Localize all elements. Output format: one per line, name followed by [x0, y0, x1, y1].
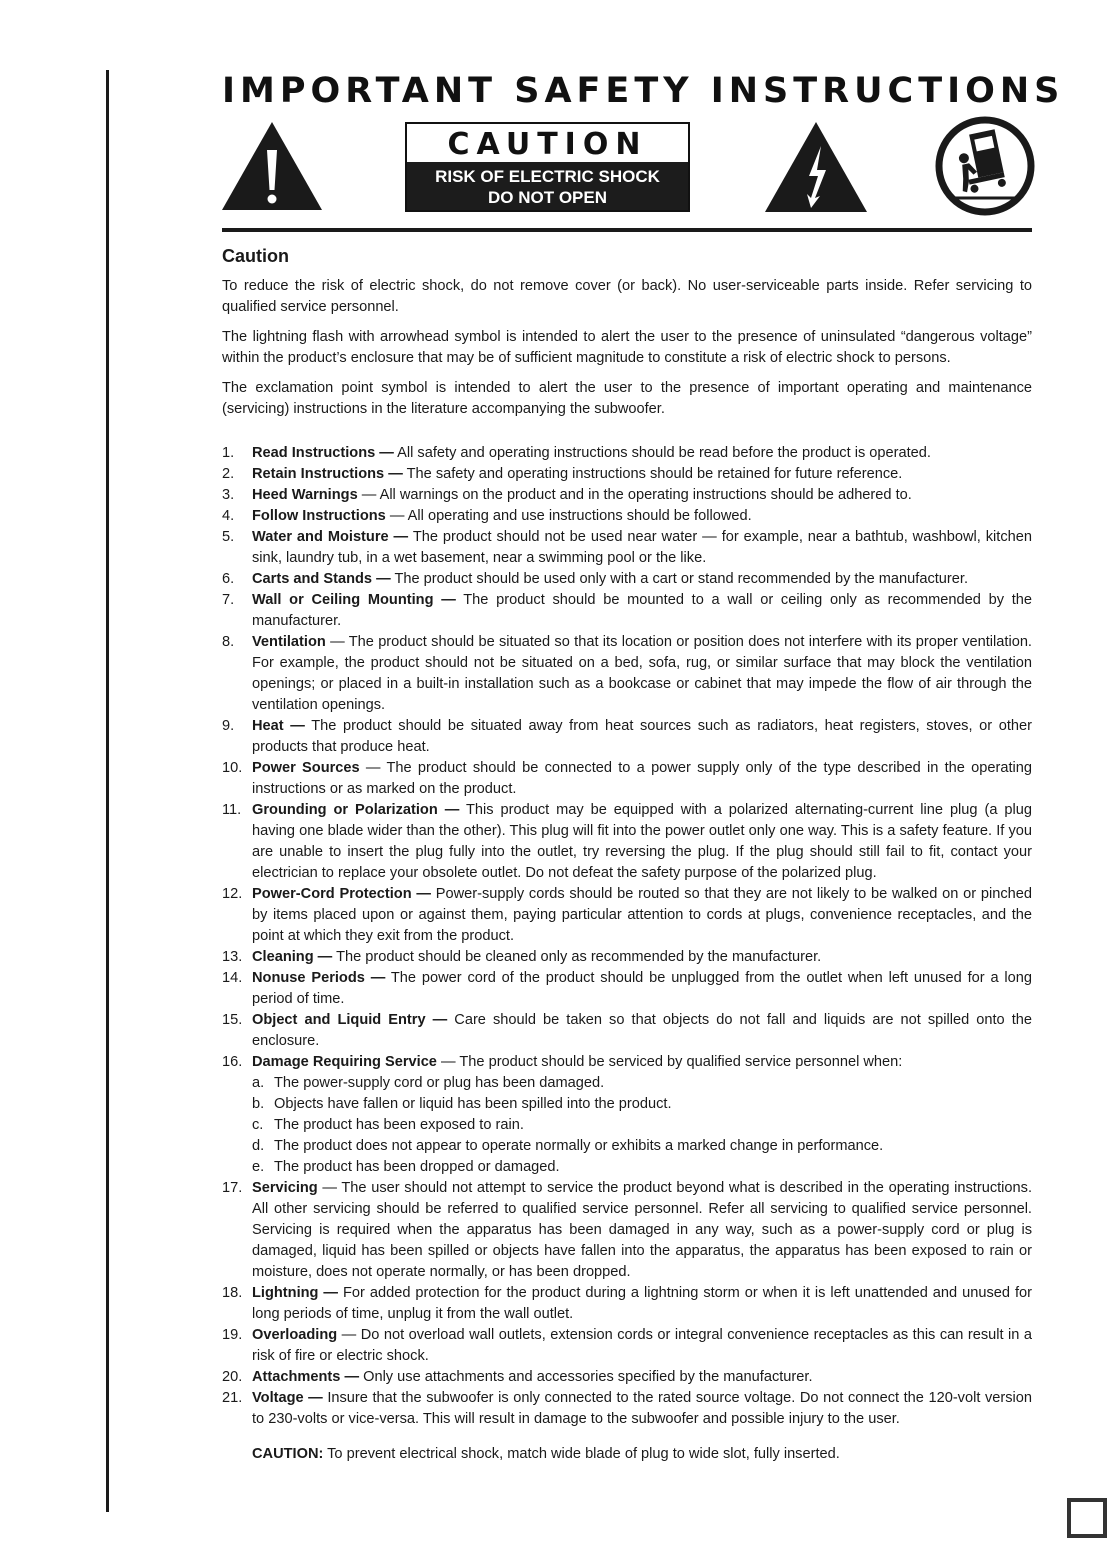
instruction-item — [222, 968, 1032, 1010]
instruction-item — [222, 485, 1032, 506]
instruction-number: 6. — [222, 571, 235, 587]
instruction-number: 5. — [222, 529, 235, 545]
instruction-item — [222, 1010, 1032, 1052]
instruction-text: The safety and operating instructions should be retained for future reference. — [402, 466, 903, 482]
instruction-title: Servicing — [252, 1180, 318, 1196]
caution-heading: Caution — [222, 246, 289, 266]
damage-condition-item — [252, 1115, 1032, 1136]
instruction-item — [222, 1052, 1032, 1178]
instruction-text: All safety and operating instructions should be read before the product is operated. — [393, 445, 931, 461]
instruction-title: Lightning — — [252, 1285, 339, 1301]
damage-conditions-list — [252, 1073, 1032, 1178]
instruction-number: 12. — [222, 886, 243, 902]
instruction-item — [222, 1367, 1032, 1388]
instruction-item — [222, 1388, 1032, 1430]
condition-letter: a. — [252, 1075, 265, 1091]
instruction-item — [222, 884, 1032, 947]
exclamation-triangle-icon — [220, 120, 324, 212]
instruction-title: Heat — — [252, 718, 305, 734]
instruction-text: Insure that the subwoofer is only connected to the rated source voltage. Do not connect the 120-volt version to 230-volts or vice-versa. This will result in damage to the subwoofer and possible injury to the user. — [252, 1390, 1032, 1427]
document-body — [222, 244, 1032, 1465]
condition-letter: c. — [252, 1117, 264, 1133]
instruction-number: 11. — [222, 802, 242, 818]
page-number-box — [1067, 1498, 1107, 1538]
instruction-title: Follow Instructions — [252, 508, 386, 524]
lightning-triangle-icon — [763, 120, 869, 214]
caution-band — [407, 162, 688, 210]
safety-instructions-list — [222, 443, 1032, 1430]
final-caution-text: To prevent electrical shock, match wide blade of plug to wide slot, fully inserted. — [323, 1446, 840, 1462]
instruction-number: 3. — [222, 487, 235, 503]
instruction-item — [222, 1283, 1032, 1325]
instruction-number: 21. — [222, 1390, 243, 1406]
instruction-text: The product should be situated away from heat sources such as radiators, heat registers, stoves, or other products that produce heat. — [252, 718, 1033, 755]
instruction-text: The product should be used only with a cart or stand recommended by the manufacturer. — [390, 571, 968, 587]
instruction-item — [222, 800, 1032, 884]
instruction-text: The product should not be used near water — for example, near a bathtub, washbowl, kitchen sink, laundry tub, in a wet basement, near a swimming pool or the like. — [252, 529, 1032, 566]
instruction-title: Grounding or Polarization — — [252, 802, 460, 818]
instruction-title: Read Instructions — — [252, 445, 394, 461]
instruction-title: Cleaning — — [252, 949, 333, 965]
instruction-title: Power Sources — [252, 760, 360, 776]
instruction-text: Power-supply cords should be routed so that they are not likely to be walked on or pinched by items placed upon or against them, paying particular attention to cords at plugs, convenience receptacles, and the point at which they exit from the product. — [252, 886, 1032, 944]
instruction-item — [222, 443, 1032, 464]
instruction-number: 9. — [222, 718, 235, 734]
instruction-item — [222, 716, 1032, 758]
instruction-title: Ventilation — [252, 634, 326, 650]
caution-paragraph-1: To reduce the risk of electric shock, do not remove cover (or back). No user-serviceable parts inside. Refer servicing to qualified service personnel. — [222, 278, 1032, 315]
damage-condition-item — [252, 1094, 1032, 1115]
instruction-number: 13. — [222, 949, 243, 965]
instruction-title: Nonuse Periods — — [252, 970, 386, 986]
condition-text: The product has been exposed to rain. — [274, 1117, 524, 1133]
damage-condition-item — [252, 1073, 1032, 1094]
instruction-item — [222, 1178, 1032, 1283]
left-margin-rule — [106, 70, 109, 1512]
instruction-item — [222, 527, 1032, 569]
instruction-text: — Do not overload wall outlets, extension cords or integral convenience receptacles as this can result in a risk of fire or electric shock. — [252, 1327, 1032, 1364]
instruction-item — [222, 947, 1032, 968]
instruction-number: 10. — [222, 760, 243, 776]
condition-letter: e. — [252, 1159, 265, 1175]
instruction-text: The product should be mounted to a wall or ceiling only as recommended by the manufacturer. — [252, 592, 1033, 629]
instruction-item — [222, 1325, 1032, 1367]
instruction-title: Object and Liquid Entry — — [252, 1012, 448, 1028]
instruction-text: — The product should be situated so that its location or position does not interfere with its proper ventilation. For example, the product should not be situated on a bed, sofa, rug, or similar surface that may block the ventilation openings; or placed in a built-in installation such as a bookcase or cabinet that may impede the flow of air through the ventilation openings. — [252, 634, 1032, 713]
condition-text: The product has been dropped or damaged. — [274, 1159, 560, 1175]
instruction-item — [222, 590, 1032, 632]
instruction-title: Power-Cord Protection — — [252, 886, 431, 902]
instruction-number: 18. — [222, 1285, 243, 1301]
caution-label-box — [405, 122, 690, 212]
instruction-text: — The product should be connected to a power supply only of the type described in the operating instructions or as marked on the product. — [252, 760, 1032, 797]
condition-text: Objects have fallen or liquid has been spilled into the product. — [274, 1096, 672, 1112]
instruction-number: 7. — [222, 592, 235, 608]
caution-line-2: DO NOT OPEN — [487, 188, 607, 207]
instruction-number: 19. — [222, 1327, 243, 1343]
instruction-title: Carts and Stands — — [252, 571, 391, 587]
condition-letter: b. — [252, 1096, 265, 1112]
instruction-number: 20. — [222, 1369, 243, 1385]
instruction-item — [222, 632, 1032, 716]
caution-paragraph-2: The lightning flash with arrowhead symbol is intended to alert the user to the presence of uninsulated “dangerous voltage” within the product’s enclosure that may be of sufficient magnitude to constitute a risk of electric shock to persons. — [222, 329, 1032, 366]
final-caution — [252, 1444, 1032, 1465]
final-caution-lead: CAUTION: — [252, 1446, 324, 1462]
instruction-title: Voltage — — [252, 1390, 323, 1406]
instruction-text: — The user should not attempt to service the product beyond what is described in the operating instructions. All other servicing should be referred to qualified service personnel. Refer all servicing to qualified service personnel. Servicing is required when the apparatus has been damaged in any way, such as a power-supply cord or plug is damaged, liquid has been spilled or objects have fallen into the apparatus, the apparatus has been exposed to rain or moisture, does not operate normally, or has been dropped. — [252, 1180, 1032, 1280]
instruction-text: This product may be equipped with a polarized alternating-current line plug (a plug having one blade wider than the other). This plug will fit into the power outlet only one way. This is a safety feature. If you are unable to insert the plug fully into the outlet, try reversing the plug. If the plug should still fail to fit, contact your electrician to replace your obsolete outlet. Do not defeat the safety purpose of the polarized plug. — [252, 802, 1032, 881]
page-title: IMPORTANT SAFETY INSTRUCTIONS — [222, 71, 1065, 111]
instruction-text: — All warnings on the product and in the operating instructions should be adhered to. — [357, 487, 912, 503]
instruction-item — [222, 758, 1032, 800]
condition-letter: d. — [252, 1138, 265, 1154]
instruction-title: Wall or Ceiling Mounting — — [252, 592, 456, 608]
damage-condition-item — [252, 1136, 1032, 1157]
instruction-text: The product should be cleaned only as recommended by the manufacturer. — [332, 949, 822, 965]
header-divider — [222, 228, 1032, 232]
condition-text: The power-supply cord or plug has been damaged. — [274, 1075, 605, 1091]
condition-text: The product does not appear to operate normally or exhibits a marked change in performance. — [274, 1138, 884, 1154]
instruction-text: Only use attachments and accessories specified by the manufacturer. — [359, 1369, 813, 1385]
instruction-item — [222, 506, 1032, 527]
instruction-text: Care should be taken so that objects do not fall and liquids are not spilled onto the enclosure. — [252, 1012, 1032, 1049]
instruction-number: 4. — [222, 508, 235, 524]
instruction-text: For added protection for the product during a lightning storm or when it is left unattended and unused for long periods of time, unplug it from the wall outlet. — [252, 1285, 1033, 1322]
instruction-text: — All operating and use instructions should be followed. — [385, 508, 752, 524]
instruction-title: Damage Requiring Service — [252, 1054, 437, 1070]
instruction-number: 17. — [222, 1180, 243, 1196]
instruction-number: 2. — [222, 466, 235, 482]
instruction-title: Water and Moisture — — [252, 529, 409, 545]
caution-paragraph-3: The exclamation point symbol is intended to alert the user to the presence of important operating and maintenance (servicing) instructions in the literature accompanying the subwoofer. — [222, 380, 1032, 417]
instruction-number: 1. — [222, 445, 235, 461]
instruction-item — [222, 569, 1032, 590]
instruction-title: Attachments — — [252, 1369, 360, 1385]
instruction-number: 16. — [222, 1054, 243, 1070]
damage-condition-item — [252, 1157, 1032, 1178]
instruction-number: 15. — [222, 1012, 243, 1028]
cart-tipover-icon — [932, 116, 1038, 216]
instruction-title: Overloading — [252, 1327, 338, 1343]
instruction-text: The power cord of the product should be unplugged from the outlet when left unused for a long period of time. — [252, 970, 1033, 1007]
instruction-number: 14. — [222, 970, 243, 986]
caution-word: CAUTION — [447, 127, 648, 162]
instruction-number: 8. — [222, 634, 235, 650]
instruction-item — [222, 464, 1032, 485]
caution-line-1: RISK OF ELECTRIC SHOCK — [435, 167, 660, 186]
instruction-title: Heed Warnings — [252, 487, 358, 503]
instruction-text: — The product should be serviced by qualified service personnel when: — [436, 1054, 903, 1070]
instruction-title: Retain Instructions — — [252, 466, 403, 482]
